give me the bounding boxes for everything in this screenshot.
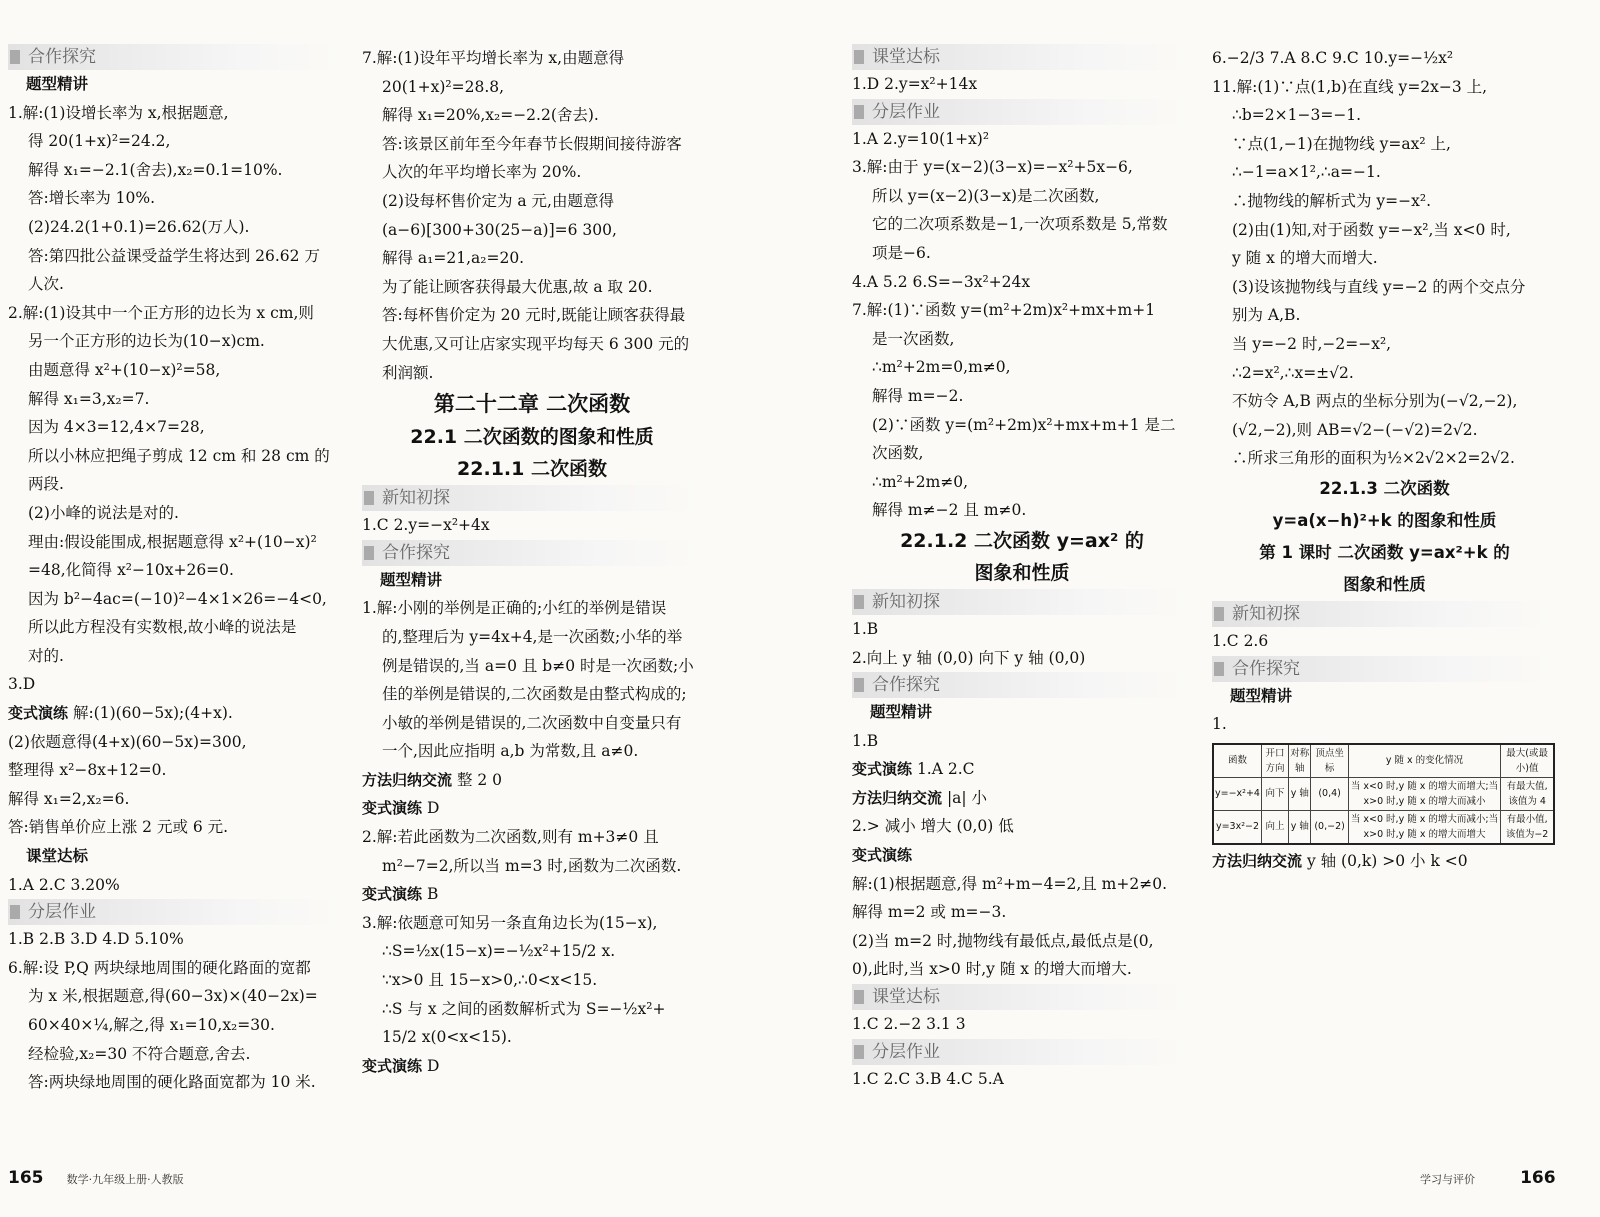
answer-line: 3.D xyxy=(8,675,36,694)
answer-line: 20(1+x)²=28.8, xyxy=(382,77,505,96)
label-value: D xyxy=(422,799,440,818)
answer-line: 2.解:若此函数为二次函数,则有 m+3≠0 且 xyxy=(362,828,659,847)
answer-line: 得 20(1+x)²=24.2, xyxy=(28,132,171,151)
answer-line: m²−7=2,所以当 m=3 时,函数为二次函数. xyxy=(382,856,682,875)
section-title: 22.1 二次函数的图象和性质 xyxy=(410,426,654,449)
answer-line: 例是错误的,当 a=0 且 b≠0 时是一次函数;小 xyxy=(382,656,694,675)
table-cell: 向下 xyxy=(1261,777,1288,810)
table-header: 顶点坐标 xyxy=(1311,744,1348,778)
page-number-right: 166 xyxy=(1520,1168,1556,1188)
subsection-title: 题型精讲 xyxy=(870,703,933,722)
column-4 xyxy=(1212,44,1557,875)
answer-line: 大优惠,又可让店家实现平均每天 6 300 元的 xyxy=(382,334,690,353)
answer-line: 1. xyxy=(1212,715,1227,734)
answer-line: 答:增长率为 10%. xyxy=(28,189,156,208)
answer-line: 解得 a₁=21,a₂=20. xyxy=(382,249,525,268)
column-3 xyxy=(852,44,1192,1093)
table-header: y 随 x 的变化情况 xyxy=(1348,744,1500,778)
answer-line: ∴b=2×1−3=−1. xyxy=(1232,106,1362,125)
answer-line: 7.解:(1)设年平均增长率为 x,由题意得 xyxy=(362,49,625,67)
answer-line: 答:每杯售价定为 20 元时,既能让顾客获得最 xyxy=(382,306,686,325)
labeled-line xyxy=(852,784,1192,813)
answer-line: ∴m²+2m≠0, xyxy=(872,472,969,491)
answer-line: 1.A 2.C 3.20% xyxy=(8,875,120,894)
answer-line: 2.向上 y 轴 (0,0) 向下 y 轴 (0,0) xyxy=(852,648,1086,667)
section-band: 新知初探 xyxy=(362,485,702,511)
answer-line: 解得 m=2 或 m=−3. xyxy=(852,903,1007,922)
answer-line: y 随 x 的增大而增大. xyxy=(1232,249,1378,268)
answer-line: 4.A 5.2 6.S=−3x²+24x xyxy=(852,272,1031,291)
section-band: 新知初探 xyxy=(852,589,1192,615)
answer-line: 次函数, xyxy=(872,444,924,463)
answer-line: 佳的举例是错误的,二次函数是由整式构成的; xyxy=(382,685,687,704)
section-band: 新知初探 xyxy=(1212,601,1557,627)
answer-line: 为了能让顾客获得最大优惠,故 a 取 20. xyxy=(382,277,653,296)
answer-line: ∴m²+2m=0,m≠0, xyxy=(872,358,1011,377)
answer-line: 解:(1)根据题意,得 m²+m−4=2,且 m+2≠0. xyxy=(852,874,1168,893)
footer-series-title: 学习与评价 xyxy=(1420,1173,1475,1186)
answer-line: 1.A 2.y=10(1+x)² xyxy=(852,129,990,148)
label-tag: 变式演练 xyxy=(362,885,423,904)
answer-line: 解得 m≠−2 且 m≠0. xyxy=(872,501,1027,520)
answer-line: 所以小林应把绳子剪成 12 cm 和 28 cm 的 xyxy=(28,446,330,465)
section-band: 合作探究 xyxy=(362,540,702,566)
answer-line: (2)24.2(1+0.1)=26.62(万人). xyxy=(28,217,250,236)
answer-line: 3.解:由于 y=(x−2)(3−x)=−x²+5x−6, xyxy=(852,158,1133,177)
label-value: 整 2 0 xyxy=(452,770,503,789)
label-tag: 方法归纳交流 xyxy=(852,788,943,807)
answer-line: 一个,因此应指明 a,b 为常数,且 a≠0. xyxy=(382,742,639,761)
answer-line: 解得 x₁=2,x₂=6. xyxy=(8,789,130,808)
answer-line: 小敏的举例是错误的,二次函数中自变量只有 xyxy=(382,713,682,732)
label-value: B xyxy=(422,885,439,904)
answer-line: 1.B 2.B 3.D 4.D 5.10% xyxy=(8,930,184,949)
answer-line: ∴抛物线的解析式为 y=−x². xyxy=(1232,191,1432,210)
answer-line: 1.C 2.C 3.B 4.C 5.A xyxy=(852,1069,1004,1088)
answer-line: 答:销售单价应上涨 2 元或 6 元. xyxy=(8,818,229,837)
column-2 xyxy=(362,44,702,1080)
footer-left xyxy=(8,1168,184,1188)
footer-right xyxy=(1420,1168,1556,1188)
answer-line: 对的. xyxy=(28,646,64,665)
answer-line: 经检验,x₂=30 不符合题意,舍去. xyxy=(28,1044,251,1063)
answer-line: (√2,−2),则 AB=√2−(−√2)=2√2. xyxy=(1232,420,1478,439)
answer-line: 解得 x₁=20%,x₂=−2.2(舍去). xyxy=(382,106,599,125)
answer-line: 6.解:设 P,Q 两块绿地周围的硬化路面的宽都 xyxy=(8,958,311,977)
answer-line: 1.B xyxy=(852,619,879,638)
answer-line: (2)依题意得(4+x)(60−5x)=300, xyxy=(8,732,247,751)
answer-line: =48,化简得 x²−10x+26=0. xyxy=(28,561,234,580)
label-value: D xyxy=(422,1056,440,1075)
table-row xyxy=(1213,777,1554,810)
answer-line: 0),此时,当 x>0 时,y 随 x 的增大而增大. xyxy=(852,960,1132,979)
answer-line: 它的二次项系数是−1,一次项系数是 5,常数 xyxy=(872,215,1168,234)
section-band: 课堂达标 xyxy=(852,44,1192,70)
label-tag: 方法归纳交流 xyxy=(1212,851,1303,870)
answer-line: (3)设该抛物线与直线 y=−2 的两个交点分 xyxy=(1232,277,1526,296)
answer-line: 1.C 2.−2 3.1 3 xyxy=(852,1015,966,1034)
labeled-line xyxy=(852,841,1192,870)
label-tag: 变式演练 xyxy=(362,799,423,818)
labeled-line xyxy=(362,880,702,909)
answer-line: 人次的年平均增长率为 20%. xyxy=(382,163,582,182)
section-band: 分层作业 xyxy=(852,1039,1192,1065)
table-cell: y=−x²+4 xyxy=(1213,777,1261,810)
label-value: |a| 小 xyxy=(942,788,988,807)
answer-line: 项是−6. xyxy=(872,243,931,262)
answer-line: ∴−1=a×1²,∴a=−1. xyxy=(1232,163,1381,182)
answer-line: 60×40×¼,解之,得 x₁=10,x₂=30. xyxy=(28,1016,275,1034)
answer-line: 不妨令 A,B 两点的坐标分别为(−√2,−2), xyxy=(1232,392,1518,411)
answer-line: ∴2=x²,∴x=±√2. xyxy=(1232,363,1354,382)
section-title: 第 1 课时 二次函数 y=ax²+k 的 xyxy=(1259,542,1510,562)
answer-line: 是一次函数, xyxy=(872,329,955,348)
table-header: 对称轴 xyxy=(1289,744,1311,778)
answer-line: (2)当 m=2 时,抛物线有最低点,最低点是(0, xyxy=(852,931,1154,950)
table-cell: y 轴 xyxy=(1289,777,1311,810)
section-band: 课堂达标 xyxy=(852,984,1192,1010)
answer-line: 3.解:依题意可知另一条直角边长为(15−x), xyxy=(362,913,658,932)
table-cell: 有最小值,该值为−2 xyxy=(1501,810,1554,844)
table-header-row xyxy=(1213,744,1554,778)
answer-line: 理由:假设能围成,根据题意得 x²+(10−x)² xyxy=(28,532,317,551)
table-header: 函数 xyxy=(1213,744,1261,778)
answer-line: 答:第四批公益课受益学生将达到 26.62 万 xyxy=(28,246,320,265)
answer-line: 两段. xyxy=(28,475,64,494)
answer-line: 1.解:小刚的举例是正确的;小红的举例是错误 xyxy=(362,599,667,618)
answer-line: ∴S 与 x 之间的函数解析式为 S=−½x²+ xyxy=(382,999,666,1018)
properties-table xyxy=(1212,743,1555,845)
subsection-title: 题型精讲 xyxy=(26,75,89,93)
table-cell: 有最大值,该值为 4 xyxy=(1501,777,1554,810)
section-band: 分层作业 xyxy=(8,899,344,925)
table-cell: y=3x²−2 xyxy=(1213,810,1261,844)
answer-line: 1.C 2.y=−x²+4x xyxy=(362,516,490,535)
section-band: 合作探究 xyxy=(852,672,1192,698)
column-4-top xyxy=(1212,44,1557,739)
answer-line: 利润额. xyxy=(382,363,434,382)
subsection-title: 题型精讲 xyxy=(380,570,443,589)
column-4-bottom xyxy=(1212,847,1557,876)
answer-line: 解得 m=−2. xyxy=(872,386,964,405)
labeled-line xyxy=(1212,847,1557,876)
label-value: 解:(1)(60−5x);(4+x). xyxy=(68,704,233,723)
label-tag: 方法归纳交流 xyxy=(362,770,453,789)
answer-line: 7.解:(1)∵函数 y=(m²+2m)x²+mx+m+1 xyxy=(852,301,1156,320)
answer-line: 因为 b²−4ac=(−10)²−4×1×26=−4<0, xyxy=(28,589,327,608)
answer-line: 因为 4×3=12,4×7=28, xyxy=(28,418,205,437)
answer-line: 答:该景区前年至今年春节长假期间接待游客 xyxy=(382,134,682,153)
answer-line: 1.C 2.6 xyxy=(1212,631,1269,650)
answer-line: ∵点(1,−1)在抛物线 y=ax² 上, xyxy=(1232,134,1451,153)
answer-line: 的,整理后为 y=4x+4,是一次函数;小华的举 xyxy=(382,627,683,646)
answer-line: (a−6)[300+30(25−a)]=6 300, xyxy=(382,220,617,239)
table-header: 开口方向 xyxy=(1261,744,1288,778)
answer-line: 15/2 x(0<x<15). xyxy=(382,1028,512,1047)
table-cell: 当 x<0 时,y 随 x 的增大而增大;当 x>0 时,y 随 x 的增大而减小 xyxy=(1348,777,1500,810)
answer-line: 整理得 x²−8x+12=0. xyxy=(8,761,167,780)
labeled-line xyxy=(362,766,702,795)
column-1 xyxy=(8,44,344,1097)
answer-line: (2)设每杯售价定为 a 元,由题意得 xyxy=(382,191,614,210)
subsection-title: 题型精讲 xyxy=(1230,686,1293,705)
answer-line: 1.B xyxy=(852,731,879,750)
section-title: 22.1.2 二次函数 y=ax² 的 xyxy=(900,529,1144,552)
footer-book-title: 数学·九年级上册·人教版 xyxy=(66,1173,184,1186)
subsection-title: 课堂达标 xyxy=(26,847,89,866)
label-value: y 轴 (0,k) >0 小 k <0 xyxy=(1302,851,1468,870)
labeled-line xyxy=(8,699,344,728)
table-cell: 当 x<0 时,y 随 x 的增大而减小;当 x>0 时,y 随 x 的增大而增大 xyxy=(1348,810,1500,844)
answer-line: (2)∵函数 y=(m²+2m)x²+mx+m+1 是二 xyxy=(872,415,1176,434)
label-tag: 变式演练 xyxy=(362,1056,423,1075)
answer-line: 答:两块绿地周围的硬化路面宽都为 10 米. xyxy=(28,1073,316,1092)
table-cell: (0,4) xyxy=(1311,777,1348,810)
table-cell: 向上 xyxy=(1261,810,1288,844)
label-value: 1.A 2.C xyxy=(912,760,975,779)
answer-line: (2)由(1)知,对于函数 y=−x²,当 x<0 时, xyxy=(1232,220,1511,239)
answer-line: ∴S=½x(15−x)=−½x²+15/2 x. xyxy=(382,942,616,961)
answer-line: 解得 x₁=3,x₂=7. xyxy=(28,389,150,408)
section-title: y=a(x−h)²+k 的图象和性质 xyxy=(1272,510,1497,530)
answer-line: ∵x>0 且 15−x>0,∴0<x<15. xyxy=(382,971,598,990)
answer-line: 人次. xyxy=(28,275,64,294)
label-tag: 变式演练 xyxy=(852,760,913,779)
table-row xyxy=(1213,810,1554,844)
label-tag: 变式演练 xyxy=(852,846,913,865)
label-tag: 变式演练 xyxy=(8,704,69,723)
answer-line: 另一个正方形的边长为(10−x)cm. xyxy=(28,332,265,351)
chapter-title: 第二十二章 二次函数 xyxy=(433,392,631,417)
answer-line: (2)小峰的说法是对的. xyxy=(28,503,179,522)
labeled-line xyxy=(362,1052,702,1081)
answer-line: 为 x 米,根据题意,得(60−3x)×(40−2x)= xyxy=(28,987,318,1006)
page-number-left: 165 xyxy=(8,1168,44,1188)
answer-line: 当 y=−2 时,−2=−x², xyxy=(1232,334,1392,353)
section-title: 22.1.3 二次函数 xyxy=(1319,478,1450,498)
answer-line: 11.解:(1)∵点(1,b)在直线 y=2x−3 上, xyxy=(1212,77,1488,96)
answer-line: 1.D 2.y=x²+14x xyxy=(852,75,978,93)
section-band: 合作探究 xyxy=(8,44,344,70)
answer-line: 6.−2/3 7.A 8.C 9.C 10.y=−½x² xyxy=(1212,49,1454,67)
labeled-line xyxy=(362,794,702,823)
answer-line: 解得 x₁=−2.1(舍去),x₂=0.1=10%. xyxy=(28,160,283,179)
answer-line: ∴所求三角形的面积为½×2√2×2=2√2. xyxy=(1232,449,1515,468)
labeled-line xyxy=(852,755,1192,784)
section-band: 分层作业 xyxy=(852,99,1192,125)
answer-line: 所以此方程没有实数根,故小峰的说法是 xyxy=(28,618,297,637)
answer-line: 所以 y=(x−2)(3−x)是二次函数, xyxy=(872,186,1100,205)
table-header: 最大(或最小)值 xyxy=(1501,744,1554,778)
answer-line: 别为 A,B. xyxy=(1232,306,1301,325)
section-title: 图象和性质 xyxy=(1343,574,1426,594)
answer-line: 2.解:(1)设其中一个正方形的边长为 x cm,则 xyxy=(8,303,314,322)
section-title: 图象和性质 xyxy=(974,561,1070,584)
section-title: 22.1.1 二次函数 xyxy=(457,458,607,481)
answer-line: 1.解:(1)设增长率为 x,根据题意, xyxy=(8,103,229,122)
answer-line: 由题意得 x²+(10−x)²=58, xyxy=(28,360,221,379)
table-cell: (0,−2) xyxy=(1311,810,1348,844)
table-cell: y 轴 xyxy=(1289,810,1311,844)
section-band: 合作探究 xyxy=(1212,656,1557,682)
answer-line: 2.> 减小 增大 (0,0) 低 xyxy=(852,817,1014,836)
